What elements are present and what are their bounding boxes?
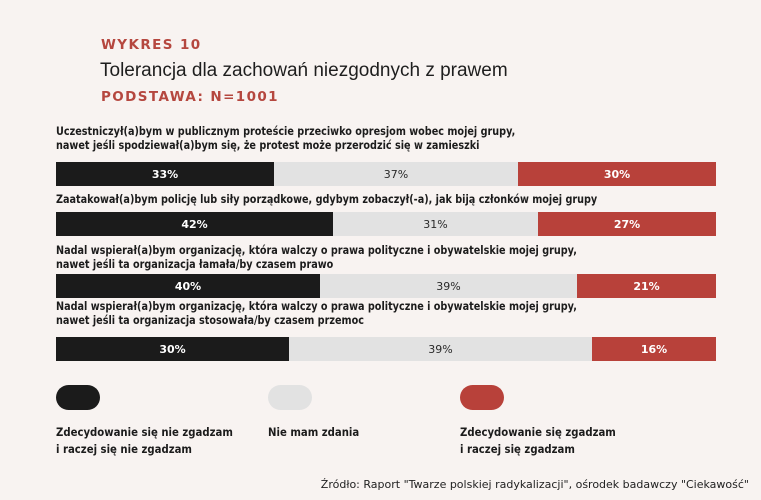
bar-value-label: 40% <box>174 279 202 293</box>
bar-value-label: 31% <box>423 217 448 231</box>
legend-label-agree <box>460 424 616 458</box>
chart-kicker: WYKRES 10 <box>101 37 202 53</box>
bar-segment <box>274 162 518 186</box>
question-label-line: nawet jeśli ta organizacja łamała/by czasem prawo <box>56 256 334 271</box>
bar-value-label: 21% <box>633 279 660 293</box>
bar-value-label: 30% <box>159 342 186 356</box>
bar-segment <box>592 337 716 361</box>
question-label <box>56 300 577 327</box>
legend-label-disagree <box>56 424 233 458</box>
bar-segment <box>577 274 716 298</box>
legend-label-neutral <box>268 424 359 441</box>
legend-swatch-disagree <box>56 385 100 410</box>
legend-label-agree-line1: Zdecydowanie się zgadzam <box>460 425 616 439</box>
bar-value-label: 33% <box>151 167 179 181</box>
question-label <box>56 244 577 271</box>
bar-value-label: 30% <box>603 167 631 181</box>
bar-segment <box>56 274 320 298</box>
bar-segment <box>518 162 716 186</box>
question-label-line: Uczestniczył(a)bym w publicznym proteście przeciwko opresjom wobec mojej grupy, <box>56 124 516 138</box>
question-label-line: Nadal wspierał(a)bym organizację, która walczy o prawa polityczne i obywatelskie mojej grupy, <box>56 299 577 313</box>
stacked-bar <box>56 274 716 298</box>
question-label-line: Nadal wspierał(a)bym organizację, która walczy o prawa polityczne i obywatelskie mojej grupy, <box>56 243 577 257</box>
bar-value-label: 39% <box>436 279 461 293</box>
bar-segment <box>320 274 577 298</box>
chart-subtitle: PODSTAWA: N=1001 <box>101 89 279 105</box>
bar-segment <box>538 212 716 236</box>
legend-label-disagree-line1: Zdecydowanie się nie zgadzam <box>56 425 233 439</box>
bar-value-label: 39% <box>428 342 453 356</box>
bar-value-label: 42% <box>181 217 208 231</box>
legend-swatch-agree <box>460 385 504 410</box>
bar-segment <box>56 162 274 186</box>
chart-title: Tolerancja dla zachowań niezgodnych z prawem <box>100 60 508 81</box>
bar-segment <box>289 337 592 361</box>
bar-segment <box>333 212 538 236</box>
stacked-bar <box>56 162 716 186</box>
stacked-bar <box>56 212 716 236</box>
stacked-bar <box>56 337 716 361</box>
legend-swatch-neutral <box>268 385 312 410</box>
question-label-line: nawet jeśli spodziewał(a)bym się, że protest może przerodzić się w zamieszki <box>56 137 480 152</box>
bar-segment <box>56 212 333 236</box>
question-label <box>56 125 515 152</box>
question-label <box>56 193 597 207</box>
bar-value-label: 37% <box>383 167 409 181</box>
legend-label-neutral-line1: Nie mam zdania <box>268 425 360 439</box>
question-label-line: nawet jeśli ta organizacja stosowała/by czasem przemoc <box>56 312 364 327</box>
bar-value-label: 27% <box>613 217 641 231</box>
bar-value-label: 16% <box>640 342 668 356</box>
bar-segment <box>56 337 289 361</box>
source-note: Źródło: Raport "Twarze polskiej radykalizacji", ośrodek badawczy "Ciekawość" <box>320 478 749 491</box>
legend-label-disagree-line2: i raczej się nie zgadzam <box>56 442 192 456</box>
question-label-line: Zaatakował(a)bym policję lub siły porządkowe, gdybym zobaczył(-a), jak biją członków mojej grupy <box>56 192 598 206</box>
legend-label-agree-line2: i raczej się zgadzam <box>460 442 575 456</box>
